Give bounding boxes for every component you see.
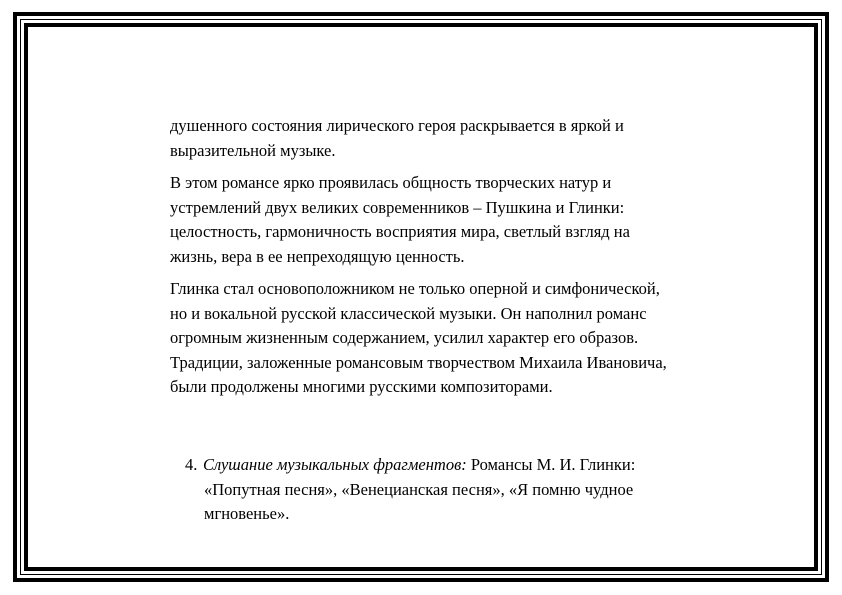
document-body [170, 114, 720, 408]
paragraph-3 [170, 277, 720, 400]
paragraph-line: жизнь, вера в ее непреходящую ценность. [170, 246, 465, 266]
numbered-list-item [185, 453, 705, 527]
list-item-line: мгновенье». [204, 504, 290, 523]
paragraph-line: Глинка стал основоположником не только оперной и симфонической, [170, 279, 660, 298]
list-item-text: Романсы М. И. Глинки: [466, 455, 636, 474]
paragraph-line: были продолжены многими русскими композиторами. [170, 377, 553, 396]
paragraph-1 [170, 114, 720, 163]
paragraph-line: целостность, гармоничность восприятия мира, светлый взгляд на [170, 222, 630, 241]
paragraph-2 [170, 171, 720, 269]
paragraph-line: но и вокальной русской классической музыки. Он наполнил романс [170, 303, 647, 323]
paragraph-line: Традиции, заложенные романсовым творчеством Михаила Ивановича, [170, 352, 667, 372]
paragraph-line: душенного состояния лирического героя раскрывается в яркой и [170, 116, 624, 135]
paragraph-line: огромным жизненным содержанием, усилил характер его образов. [170, 328, 639, 347]
list-item-first-line [185, 453, 705, 478]
paragraph-line: выразительной музыке. [170, 140, 336, 160]
list-item-number: 4. [185, 455, 198, 474]
list-item-line: «Попутная песня», «Венецианская песня», «Я помню чудное [204, 479, 634, 499]
paragraph-line: В этом романсе ярко проявилась общность творческих натур и [170, 173, 612, 192]
list-item-italic-label: Слушание музыкальных фрагментов: [203, 455, 467, 474]
paragraph-line: устремлений двух великих современников – Пушкина и Глинки: [170, 197, 625, 217]
